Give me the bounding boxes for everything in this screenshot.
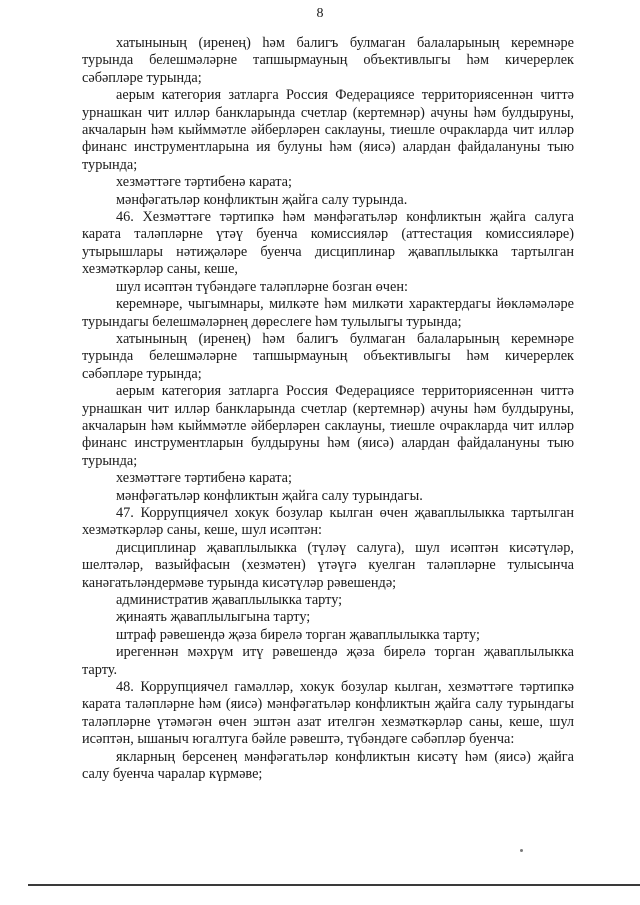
paragraph: штраф рәвешендә җәза бирелә торган җаваплылыкка тарту;	[116, 626, 480, 643]
scan-edge-line	[28, 884, 640, 886]
paragraph: мәнфәгатьләр конфликтын җайга салу турындагы.	[116, 487, 423, 504]
paragraph: аерым категория затларга Россия Федерациясе территориясеннән читтә урнашкан чит илләр банкларында счетлар (кертемнәр) ачуны һәм булдыруны, акчаларын һәм кыйммәтле әйберләрен саклауны, тиешле очракларда чит илләр финанс инструментларын булдыруны һәм (яисә) алардан файдалануны тыю турында;	[82, 383, 574, 469]
paragraph: җинаять җаваплылыгына тарту;	[116, 609, 311, 626]
paragraph: дисциплинар җаваплылыкка (түләү салуга), шул исәптән кисәтүләр, шелтәләр, вазыйфасын (хезмәтен) үтәүгә куелган таләпләрне тулысынча канәгатьләндермәве турында кисәтүләр рәвешендә;	[82, 539, 574, 591]
paragraph: мәнфәгатьләр конфликтын җайга салу турында.	[116, 191, 408, 208]
paragraph: ирегеннән мәхрүм итү рәвешендә җәза бирелә торган җаваплылыкка тарту.	[82, 644, 574, 678]
paragraph: хезмәттәге тәртибенә карата;	[116, 470, 292, 487]
paragraph: 48. Коррупциячел гамәлләр, хокук бозулар кылган, хезмәттәге тәртипкә карата таләпләрне һәм (яисә) мәнфәгатьләр конфликтын җайга салу турындагы таләпләрне үтәмәгән өчен эштән азат ителгән хезмәткәрләр саны, кеше, шул исәптән, ышаныч югалтуга бәйле рәвештә, түбәндәге сәбәпләр буенча:	[82, 679, 574, 748]
paragraph: шул исәптән түбәндәге таләпләрне бозган өчен:	[116, 278, 408, 295]
paragraph: хатынының (иренең) һәм балигъ булмаган балаларының керемнәре турында белешмәләрне тапшырмауның объективлыгы һәм кичерерлек сәбәпләре турында;	[82, 330, 574, 382]
scan-speck	[520, 849, 523, 852]
paragraph: хатынының (иренең) һәм балигъ булмаган балаларының керемнәре турында белешмәләрне тапшырмауның объективлыгы һәм кичерерлек сәбәпләре турында;	[82, 35, 574, 86]
paragraph: аерым категория затларга Россия Федерациясе территориясеннән читтә урнашкан чит илләр банкларында счетлар (кертемнәр) ачуны һәм булдыруны, акчаларын һәм кыйммәтле әйберләрен саклауны, тиешле очракларда чит илләр финанс инструментларына ия булуны һәм (яисә) алардан файдалануны тыю турында;	[82, 87, 574, 173]
page-number: 8	[316, 6, 324, 21]
paragraph: административ җаваплылыкка тарту;	[116, 592, 343, 608]
document-body	[82, 35, 574, 783]
paragraph: керемнәре, чыгымнары, милкәте һәм милкәти характердагы йөкләмәләре турындагы белешмәләрнең дөреслеге һәм тулылыгы турында;	[82, 296, 574, 330]
paragraph: 46. Хезмәттәге тәртипкә һәм мәнфәгатьләр конфликтын җайга салуга карата таләпләрне үтәү буенча комиссияләр (аттестация комиссияләре) утырышлары нәтиҗәләре буенча дисциплинар җаваплылыкка тартылган хезмәткәрләр саны, кеше,	[82, 209, 574, 278]
paragraph: хезмәттәге тәртибенә карата;	[116, 174, 292, 191]
paragraph: якларның берсенең мәнфәгатьләр конфликтын кисәтү һәм (яисә) җайга салу буенча чаралар күрмәве;	[82, 748, 574, 783]
paragraph: 47. Коррупциячел хокук бозулар кылган өчен җаваплылыкка тартылган хезмәткәрләр саны, кеше, шул исәптән:	[82, 504, 574, 539]
